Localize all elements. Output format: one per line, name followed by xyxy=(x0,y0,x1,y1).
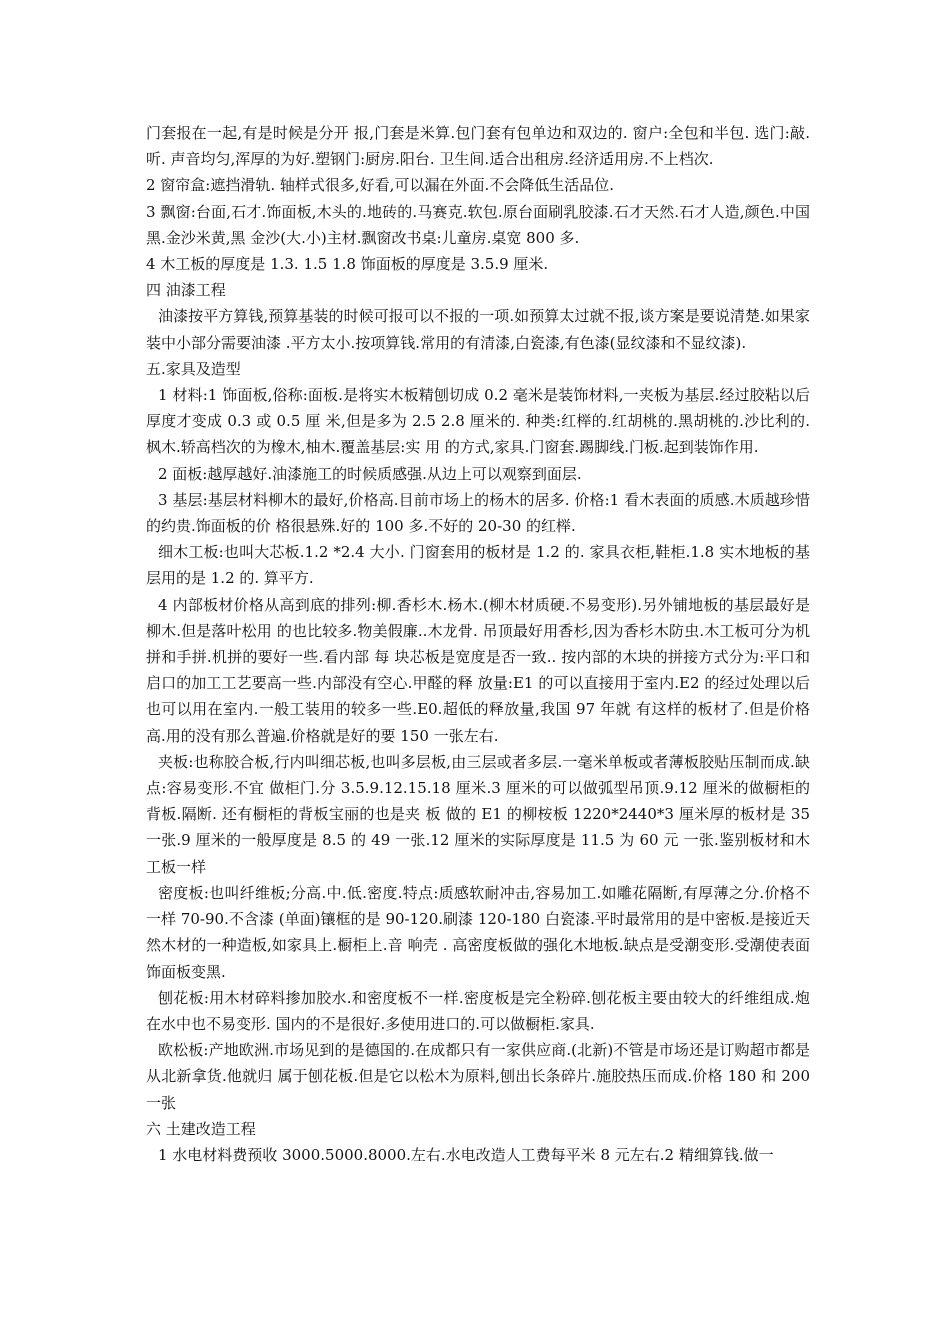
paragraph-veneer-material: 1 材料:1 饰面板,俗称:面板.是将实木板精刨切成 0.2 毫米是装饰材料,一夹板为基层.经过胶粘以后厚度才变成 0.3 或 0.5 厘 米,但是多为 2.5 2.8 厘米的. 种类:红榉的.红胡桃的.黑胡桃的.沙比利的.枫木.轿高档次的为橡木,柚木.覆盖基层:实 用 的方式,家具.门窗套.踢脚线.门板.起到装饰作用. xyxy=(146,386,810,457)
paragraph-plywood: 夹板:也称胶合板,行内叫细芯板,也叫多层板,由三层或者多层.一毫米单板或者薄板胶贴压制而成.缺点:容易变形.不宜 做柜门.分 3.5.9.12.15.18 厘米.3 厘米的可以做弧型吊顶.9.12 厘米的做橱柜的背板.隔断. 还有橱柜的背板宝丽的也是夹 板 做的 E1 的柳桉板 1220*2440*3 厘米厚的板材是 35 一张.9 厘米的一般厚度是 8.5 的 49 一张.12 厘米的实际厚度是 11.5 为 60 元 一张.鉴别板材和木工板一样 xyxy=(146,752,810,876)
paragraph-face-panel: 2 面板:越厚越好.油漆施工的时候质感强.从边上可以观察到面层. xyxy=(158,464,582,483)
paragraph-door-frame: 门套报在一起,有是时候是分开 报,门套是米算.包门套有包单边和双边的. 窗户:全包和半包. 选门:敲.听. 声音均匀,浑厚的为好.塑钢门:厨房.阳台. 卫生间.适合出租房.经济适用房.不上档次. xyxy=(146,124,810,169)
paragraph-inner-board-ranking: 4 内部板材价格从高到底的排列:柳.香杉木.杨木.(柳木材质硬.不易变形).另外铺地板的基层最好是柳木.但是落叶松用 的也比较多.物美假廉..木龙骨. 吊顶最好用香杉,因为香杉木防虫.木工板可分为机拼和手拼.机拼的要好一些.看内部 每 块芯板是宽度是否一致.. 按内部的木块的拼接方式分为:平口和启口的加工工艺要高一些.内部没有空心.甲醛的释 放量:E1 的可以直接用于室内.E2 的经过处理以后也可以用在室内.一般工装用的较多一些.E0.超低的释放量,我国 97 年就 有这样的板材了.但是价格高.用的没有那么普遍.价格就是好的要 150 一张左右. xyxy=(146,595,810,745)
paragraph-fiberboard: 密度板:也叫纤维板;分高.中.低.密度.特点:质感软耐冲击,容易加工.如雕花隔断,有厚薄之分.价格不一样 70-90.不含漆 (单面)镶框的是 90-120.刷漆 120-180 白瓷漆.平时最常用的是中密板.是接近天然木材的一种造板,如家具上.橱柜上.音 响壳 . 高密度板做的强化木地板.缺点是受潮变形.受潮使表面饰面板变黑. xyxy=(146,883,810,981)
paragraph-paint-pricing: 油漆按平方算钱,预算基装的时候可报可以不报的一项.如预算太过就不报,谈方案是要说清楚.如果家装中小部分需要油漆 .平方太小.按项算钱.常用的有清漆,白瓷漆,有色漆(显纹漆和不显纹漆). xyxy=(146,307,810,352)
document-body xyxy=(146,120,810,1168)
paragraph-curtain-box: 2 窗帘盒:遮挡滑轨. 轴样式很多,好看,可以漏在外面.不会降低生活品位. xyxy=(146,176,614,195)
paragraph-particleboard: 刨花板:用木材碎料掺加胶水.和密度板不一样.密度板是完全粉碎.刨花板主要由较大的纤维组成.炮在水中也不易变形. 国内的不是很好.多使用进口的.可以做橱柜.家具. xyxy=(146,988,810,1033)
section-heading-furniture: 五.家具及造型 xyxy=(146,359,241,378)
section-heading-construction: 六 土建改造工程 xyxy=(146,1119,256,1138)
paragraph-osb: 欧松板:产地欧洲.市场见到的是德国的.在成都只有一家供应商.(北新)不管是市场还是订购超市都是从北新拿货.他就归 属于刨花板.但是它以松木为原料,刨出长条碎片.施胶热压而成.价格 180 和 200 一张 xyxy=(146,1041,810,1112)
paragraph-plumbing-electrical: 1 水电材料费预收 3000.5000.8000.左右.水电改造人工费每平米 8 元左右.2 精细算钱.做一 xyxy=(158,1145,774,1164)
section-heading-paint: 四 油漆工程 xyxy=(146,281,226,300)
paragraph-blockboard: 细木工板:也叫大芯板.1.2 *2.4 大小. 门窗套用的板材是 1.2 的. 家具衣柜,鞋柜.1.8 实木地板的基层用的是 1.2 的. 算平方. xyxy=(146,543,810,588)
paragraph-board-thickness: 4 木工板的厚度是 1.3. 1.5 1.8 饰面板的厚度是 3.5.9 厘米. xyxy=(146,255,549,274)
paragraph-bay-window: 3 飘窗:台面,石才.饰面板,木头的.地砖的.马赛克.软包.原台面刷乳胶漆.石才天然.石才人造,颜色.中国黑.金沙米黄,黑 金沙(大.小)主材.飘窗改书桌:儿童房.桌宽 800 多. xyxy=(146,202,810,247)
paragraph-base-layer: 3 基层:基层材料柳木的最好,价格高.目前市场上的杨木的居多. 价格:1 看木表面的质感.木质越珍惜的约贵.饰面板的价 格很悬殊.好的 100 多.不好的 20-30 的红榉. xyxy=(146,490,810,536)
